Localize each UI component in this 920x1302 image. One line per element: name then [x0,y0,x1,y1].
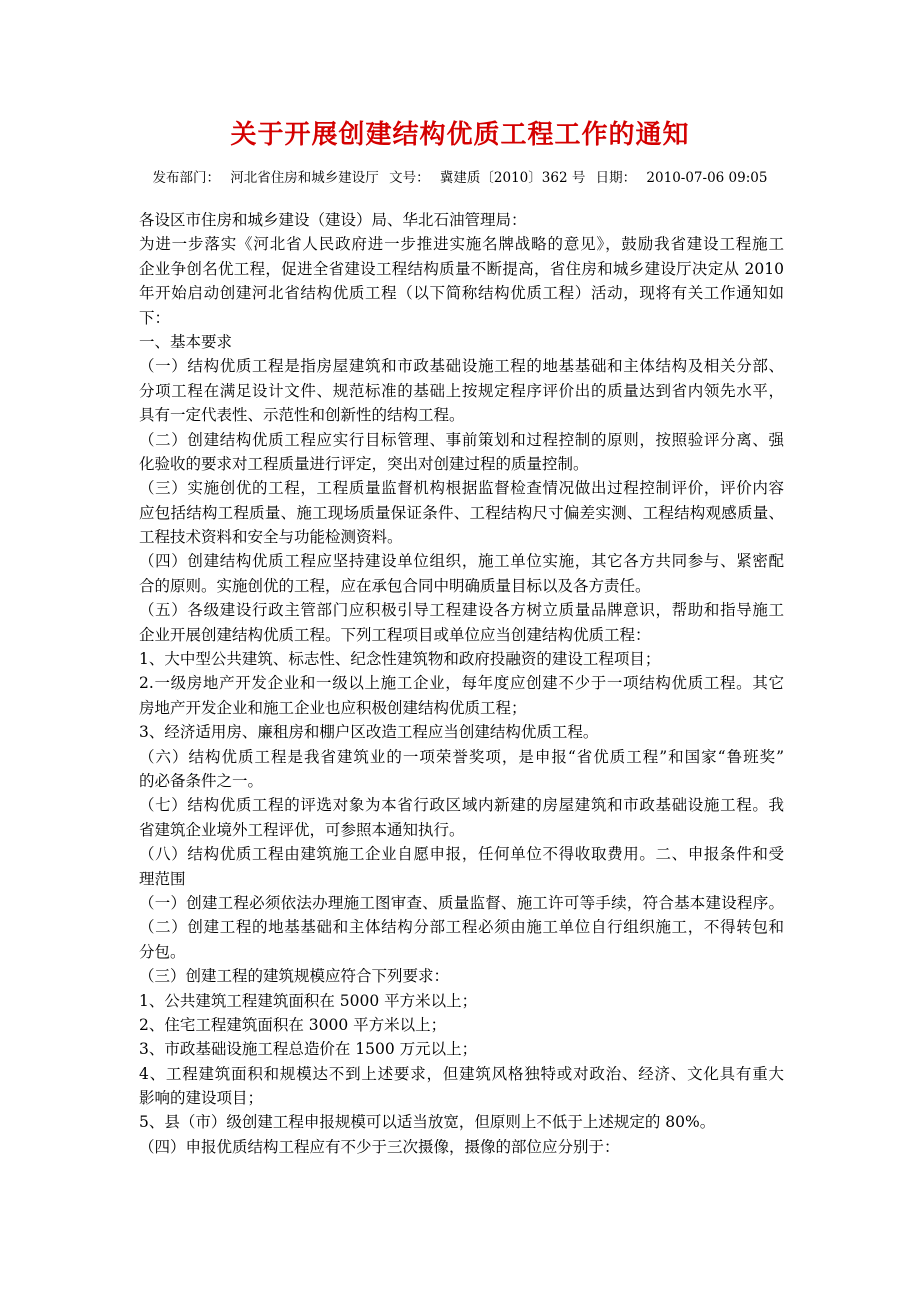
text-line: 的必备条件之一。 [139,771,264,790]
text-line: 合的原则。实施创优的工程，应在承包合同中明确质量目标以及各方责任。 [139,576,651,595]
text-line: 工程技术资料和安全与功能检测资料。 [139,528,403,547]
text-line: 分包。 [139,942,186,961]
text-line: （四）创建结构优质工程应坚持建设单位组织，施工单位实施，其它各方共同参与、紧密配 [139,552,784,571]
text-line: （二）创建结构优质工程应实行目标管理、事前策划和过程控制的原则，按照验评分离、强 [139,430,784,449]
docno-value: 冀建质〔2010〕362 号 [439,170,586,186]
text-line: 理范围 [139,869,186,888]
text-line: （一）结构优质工程是指房屋建筑和市政基础设施工程的地基基础和主体结构及相关分部、 [139,357,784,376]
text-line: （八）结构优质工程由建筑施工企业自愿申报，任何单位不得收取费用。二、申报条件和受 [139,845,784,864]
text-line: （五）各级建设行政主管部门应积极引导工程建设各方树立质量品牌意识，帮助和指导施工 [139,601,784,620]
text-line: 2、住宅工程建筑面积在 3000 平方米以上； [139,1015,447,1034]
text-line: 3、市政基础设施工程总造价在 1500 万元以上； [139,1040,478,1059]
text-line: 化验收的要求对工程质量进行评定，突出对创建过程的质量控制。 [139,454,589,473]
text-line: 房地产开发企业和施工企业也应积极创建结构优质工程； [139,698,527,717]
text-line: 一、基本要求 [139,332,233,351]
document-meta [0,166,920,186]
text-line: 4、工程建筑面积和规模达不到上述要求，但建筑风格独特或对政治、经济、文化具有重大 [139,1064,784,1083]
date-value: 2010-07-06 09:05 [646,170,768,186]
text-line: 各设区市住房和城乡建设（建设）局、华北石油管理局： [139,211,527,229]
text-line: 2.一级房地产开发企业和一级以上施工企业，每年度应创建不少于一项结构优质工程。其它 [139,674,784,693]
text-line: 3、经济适用房、廉租房和棚户区改造工程应当创建结构优质工程。 [139,723,599,742]
document-title: 关于开展创建结构优质工程工作的通知 [230,120,690,150]
text-line: 省建筑企业境外工程评优，可参照本通知执行。 [139,820,465,839]
text-line: 1、大中型公共建筑、标志性、纪念性建筑物和政府投融资的建设工程项目； [139,650,661,669]
text-line: （三）创建工程的建筑规模应符合下列要求： [139,967,450,986]
dept-label: 发布部门： [152,170,221,186]
text-line: 企业争创名优工程，促进全省建设工程结构质量不断提高，省住房和城乡建设厅决定从 2010 [139,259,784,278]
text-line: 企业开展创建结构优质工程。下列工程项目或单位应当创建结构优质工程： [139,625,651,644]
docno-label: 文号： [389,170,430,186]
text-line: 为进一步落实《河北省人民政府进一步推进实施名牌战略的意见》，鼓励我省建设工程施工 [139,235,784,254]
text-line: （七）结构优质工程的评选对象为本省行政区域内新建的房屋建筑和市政基础设施工程。我 [139,796,784,815]
text-line: （一）创建工程必须依法办理施工图审查、质量监督、施工许可等手续，符合基本建设程序。 [139,893,784,912]
dept-value: 河北省住房和城乡建设厅 [230,170,379,186]
document-body [139,208,784,1159]
text-line: 分项工程在满足设计文件、规范标准的基础上按规定程序评价出的质量达到省内领先水平， [139,381,784,400]
text-line: （二）创建工程的地基基础和主体结构分部工程必须由施工单位自行组织施工，不得转包和 [139,918,784,937]
date-label: 日期： [595,170,637,186]
text-line: 下： [139,308,171,327]
text-line: （四）申报优质结构工程应有不少于三次摄像，摄像的部位应分别于： [139,1137,620,1156]
text-line: 年开始启动创建河北省结构优质工程（以下简称结构优质工程）活动，现将有关工作通知如 [139,284,784,303]
text-line: 影响的建设项目； [139,1089,264,1108]
text-line: 具有一定代表性、示范性和创新性的结构工程。 [139,406,465,425]
text-line: 应包括结构工程质量、施工现场质量保证条件、工程结构尺寸偏差实测、工程结构观感质量、 [139,503,784,522]
text-line: 1、公共建筑工程建筑面积在 5000 平方米以上； [139,991,478,1010]
text-line: （三）实施创优的工程，工程质量监督机构根据监督检查情况做出过程控制评价，评价内容 [139,479,784,498]
text-line: （六）结构优质工程是我省建筑业的一项荣誉奖项，是申报“省优质工程”和国家“鲁班奖” [139,747,784,766]
text-line: 5、县（市）级创建工程申报规模可以适当放宽，但原则上不低于上述规定的 80%。 [139,1113,716,1132]
